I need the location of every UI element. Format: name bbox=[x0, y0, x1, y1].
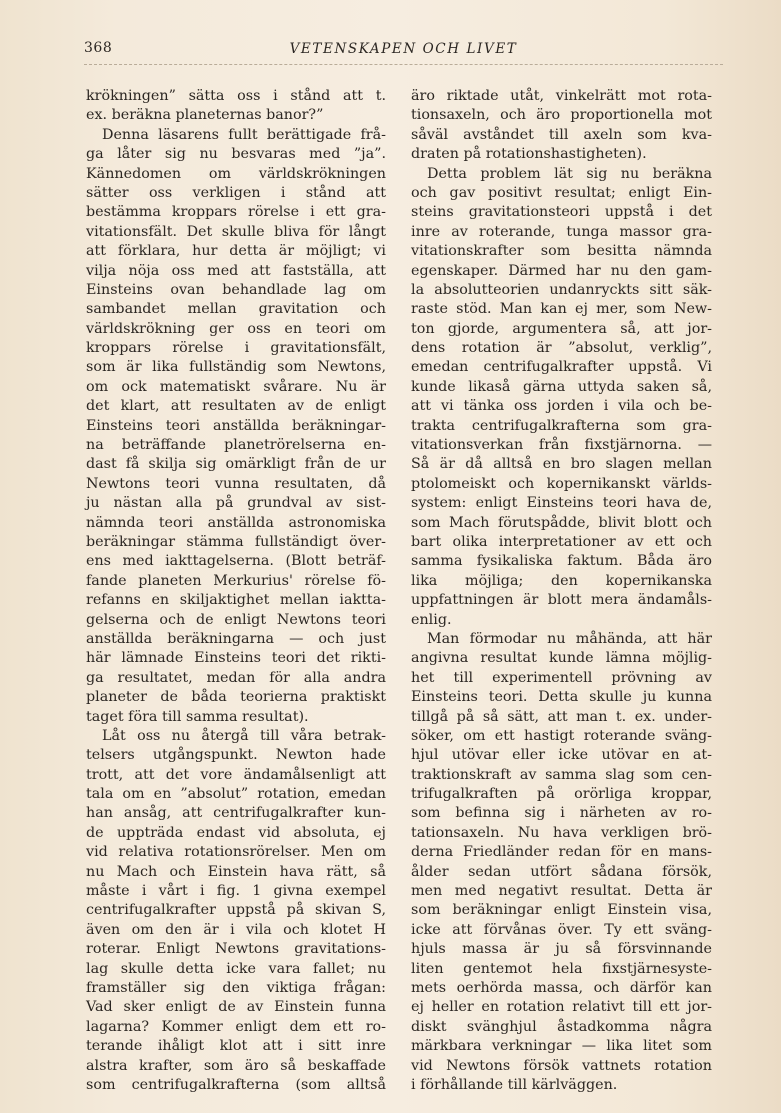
page-header bbox=[84, 40, 723, 65]
text-line: som centrifugalkrafterna (som alltså bbox=[86, 1076, 386, 1093]
text-line: och gav positivt resultat; enligt Ein- bbox=[411, 184, 712, 201]
text-line: vid Newtons försök vattnets rotation bbox=[411, 1057, 712, 1074]
text-line: bart olika interpretationer av ett och bbox=[411, 533, 712, 550]
text-line: refanns en skiljaktighet mellan iaktta- bbox=[86, 592, 386, 609]
text-line: i förhållande till kärlväggen. bbox=[411, 1076, 618, 1093]
text-line: det klart, att resultaten av de enligt bbox=[86, 398, 386, 415]
text-line: diskt svänghjul åstadkomma några bbox=[411, 1018, 712, 1035]
text-line: tala om en ”absolut” rotation, emedan bbox=[86, 786, 386, 803]
text-line: äro riktade utåt, vinkelrätt mot rota- bbox=[411, 88, 712, 104]
text-line: angivna resultat kunde lämna möjlig- bbox=[411, 650, 712, 667]
text-line: enlig. bbox=[411, 611, 452, 628]
text-line: trott, att det vore ändamålsenligt att bbox=[86, 766, 386, 783]
text-line: Denna läsarens fullt berättigade frå- bbox=[102, 126, 386, 143]
text-line: Så är då alltså en bro slagen mellan bbox=[411, 456, 712, 473]
text-line: världskrökning ger oss en teori om bbox=[86, 320, 386, 337]
text-line: sambandet mellan gravitation och bbox=[86, 301, 386, 318]
text-line: ex. beräkna planeternas banor?” bbox=[86, 107, 324, 124]
text-line: Newtons teori vunna resultaten, då bbox=[86, 475, 386, 492]
text-line: Einsteins teori anställda beräkningar- bbox=[86, 417, 386, 434]
text-line: som beräkningar enligt Einstein visa, bbox=[411, 902, 712, 919]
text-line: egenskaper. Därmed har nu den gam- bbox=[411, 262, 712, 279]
page-number: 368 bbox=[84, 40, 113, 56]
text-line: som befinna sig i närheten av ro- bbox=[411, 805, 712, 822]
text-line: Vad sker enligt de av Einstein funna bbox=[86, 999, 386, 1016]
text-line: ga låter sig nu besvaras med ”ja”. bbox=[86, 146, 386, 163]
text-line: tionsaxeln, och äro proportionella mot bbox=[411, 107, 712, 124]
text-line: här lämnade Einsteins teori det rikti- bbox=[86, 650, 386, 667]
text-line: het till experimentell prövning av bbox=[411, 669, 712, 686]
text-line: han ansåg, att centrifugalkrafter kun- bbox=[86, 805, 386, 822]
text-line: raste stöd. Man kan ej mer, som New- bbox=[411, 301, 712, 318]
text-line: ålder sedan utfört sådana försök, bbox=[411, 863, 712, 880]
text-line: inre av roterande, tunga massor gra- bbox=[411, 223, 712, 240]
text-line: samma fysikaliska faktum. Båda äro bbox=[411, 553, 712, 570]
text-line: ju nästan alla på grundval av sist- bbox=[86, 495, 386, 512]
text-line: liten gentemot hela fixstjärnesyste- bbox=[411, 960, 712, 977]
text-line: Man förmodar nu måhända, att här bbox=[427, 630, 712, 647]
text-line: om ock matematiskt svårare. Nu är bbox=[86, 378, 386, 395]
text-line: vitationsverkan från fixstjärnorna. — bbox=[411, 437, 712, 454]
text-line: framställer sig den viktiga frågan: bbox=[86, 979, 386, 996]
text-line: Einsteins ovan behandlade lag om bbox=[86, 281, 386, 298]
text-line: Detta problem lät sig nu beräkna bbox=[427, 165, 712, 182]
text-line: tationsaxeln. Nu hava verkligen brö- bbox=[411, 824, 712, 841]
text-line: dast få skilja sig omärkligt från de ur bbox=[86, 456, 386, 473]
text-line: mets oerhörda massa, och därför kan bbox=[411, 979, 712, 996]
text-line: men med negativt resultat. Detta är bbox=[411, 883, 712, 900]
text-line: nu Mach och Einstein hava rätt, så bbox=[86, 863, 386, 880]
text-line: som är lika fullständig som Newtons, bbox=[86, 359, 386, 376]
text-line: emedan centrifugalkrafter uppstå. Vi bbox=[411, 359, 712, 376]
text-line: tillgå på så sätt, att man t. ex. under- bbox=[411, 708, 712, 725]
text-line: måste i vårt i fig. 1 givna exempel bbox=[86, 883, 386, 900]
text-line: nämnda teori anställda astronomiska bbox=[86, 514, 386, 531]
right-text-column bbox=[411, 87, 712, 1095]
text-line: traktionskraft av samma slag som cen- bbox=[411, 766, 712, 783]
text-line: lagarna? Kommer enligt dem ett ro- bbox=[86, 1018, 386, 1035]
text-line: trifugalkraften på orörliga kroppar, bbox=[411, 786, 712, 803]
text-line: planeter de båda teorierna praktiskt bbox=[86, 689, 386, 706]
text-line: fande planeten Merkurius' rörelse fö- bbox=[86, 572, 386, 589]
text-line: na beträffande planetrörelserna en- bbox=[86, 437, 386, 454]
text-line: derna Friedländer redan för en mans- bbox=[411, 844, 712, 861]
text-line: att förklara, hur detta är möjligt; vi bbox=[86, 243, 386, 260]
text-line: krökningen” sätta oss i stånd att t. bbox=[86, 88, 386, 104]
text-line: beräkningar stämma fullständigt över- bbox=[86, 533, 386, 550]
text-line: vitationsfält. Det skulle bliva för långt bbox=[86, 223, 386, 240]
text-line: att vi tänka oss jorden i vila och be- bbox=[411, 398, 712, 415]
text-line: Kännedomen om världskrökningen bbox=[86, 165, 386, 182]
text-line: hjul utövar eller icke utövar en at- bbox=[411, 747, 712, 764]
text-line: Einsteins teori. Detta skulle ju kunna bbox=[411, 689, 712, 706]
text-line: la absolutteorien undanryckts sitt säk- bbox=[411, 281, 712, 298]
text-line: icke att förvånas över. Ty ett sväng- bbox=[411, 921, 712, 938]
text-line: lika möjliga; den kopernikanska bbox=[411, 572, 712, 589]
text-line: lag skulle detta icke vara fallet; nu bbox=[86, 960, 386, 977]
text-line: sätter oss verkligen i stånd att bbox=[86, 184, 386, 201]
text-line: steins gravitationsteori uppstå i det bbox=[411, 204, 712, 221]
text-line: hjuls massa är ju så försvinnande bbox=[411, 941, 712, 958]
text-line: ga resultatet, medan för alla andra bbox=[86, 669, 386, 686]
text-line: söker, om ett hastigt roterande sväng- bbox=[411, 727, 712, 744]
running-title: VETENSKAPEN OCH LIVET bbox=[289, 41, 518, 57]
left-text-column bbox=[86, 87, 386, 1095]
text-line: ton gjorde, argumentera så, att jor- bbox=[411, 320, 712, 337]
text-line: telsers utgångspunkt. Newton hade bbox=[86, 747, 386, 764]
text-line: märkbara verkningar — lika litet som bbox=[411, 1038, 712, 1055]
text-line: de uppträda endast vid absoluta, ej bbox=[86, 824, 386, 841]
text-line: uppfattningen är blott mera ändamåls- bbox=[411, 592, 712, 609]
text-line: vilja nöja oss med att fastställa, att bbox=[86, 262, 386, 279]
text-line: såväl avståndet till axeln som kva- bbox=[411, 126, 712, 143]
text-line: alstra krafter, som äro så beskaffade bbox=[86, 1057, 386, 1074]
text-line: system: enligt Einsteins teori hava de, bbox=[411, 495, 712, 512]
text-line: kunde likaså gärna uttyda saken så, bbox=[411, 378, 712, 395]
text-line: terande ihåligt klot att i sitt inre bbox=[86, 1038, 386, 1055]
text-line: gelserna och de enligt Newtons teori bbox=[86, 611, 386, 628]
text-line: Låt oss nu återgå till våra betrak- bbox=[102, 727, 386, 744]
text-line: kroppars rörelse i gravitationsfält, bbox=[86, 340, 386, 357]
text-line: vitationskrafter som besitta nämnda bbox=[411, 243, 712, 260]
text-line: anställda beräkningarna — och just bbox=[86, 630, 386, 647]
text-line: ej heller en rotation relativt till ett jor- bbox=[411, 999, 712, 1016]
text-line: som Mach förutspådde, blivit blott och bbox=[411, 514, 712, 531]
text-line: taget föra till samma resultat). bbox=[86, 708, 309, 725]
text-line: draten på rotationshastigheten). bbox=[411, 146, 647, 163]
text-line: dens rotation är ”absolut, verklig”, bbox=[411, 340, 712, 357]
text-line: ens med iakttagelserna. (Blott beträf- bbox=[86, 553, 386, 570]
text-line: ptolomeiskt och kopernikanskt världs- bbox=[411, 475, 712, 492]
text-line: centrifugalkrafter uppstå på skivan S, bbox=[86, 902, 386, 919]
text-line: även om den är i vila och klotet H bbox=[86, 921, 386, 938]
text-line: trakta centrifugalkrafterna som gra- bbox=[411, 417, 712, 434]
text-line: roterar. Enligt Newtons gravitations- bbox=[86, 941, 386, 958]
text-line: bestämma kroppars rörelse i ett gra- bbox=[86, 204, 386, 221]
text-line: vid relativa rotationsrörelser. Men om bbox=[86, 844, 386, 861]
